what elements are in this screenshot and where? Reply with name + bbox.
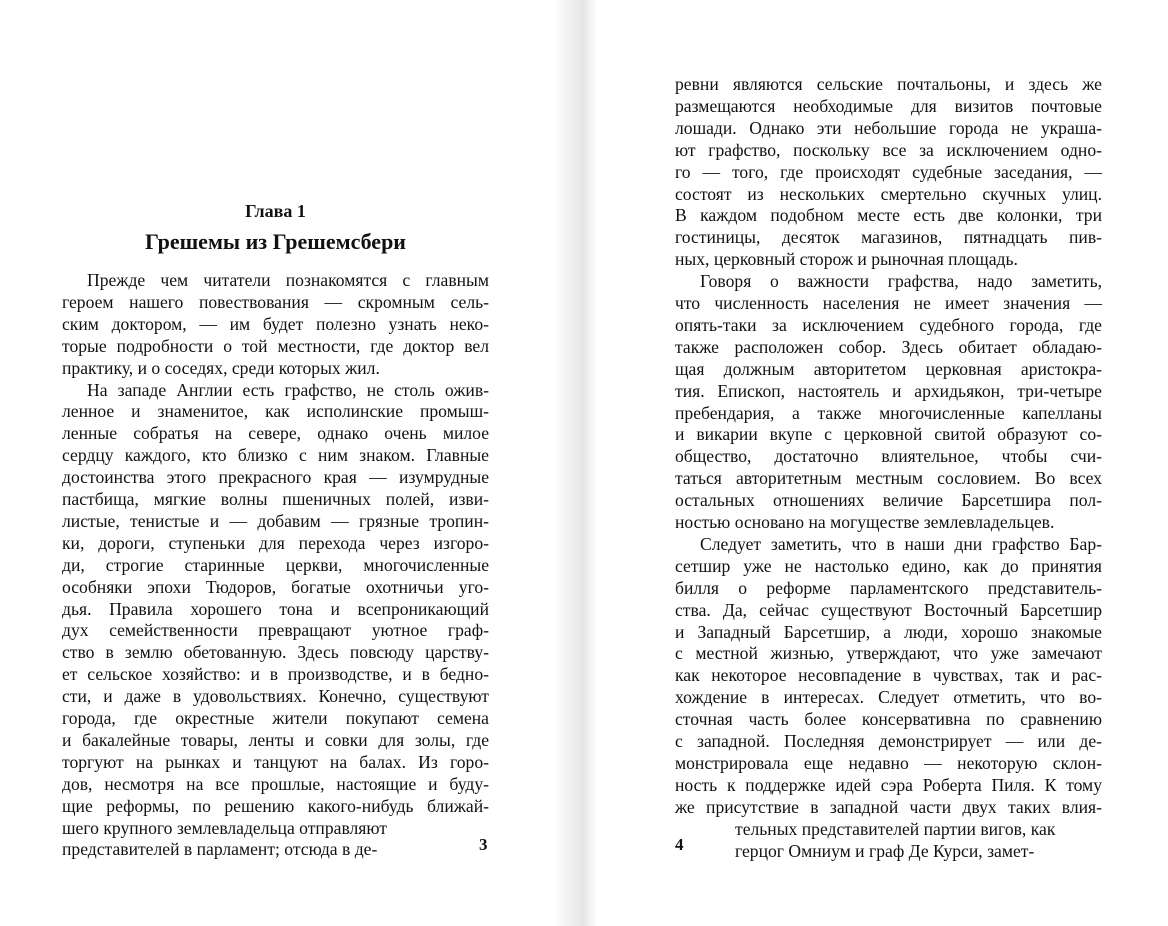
- gutter-shadow: [583, 0, 597, 926]
- text-line: торгуют на рынках и танцуют на балах. Из горо-: [62, 751, 489, 772]
- text-line: сердцу каждого, кто близко с ним знаком. Главные: [62, 445, 489, 466]
- text-line: ревни являются сельские почтальоны, и здесь же: [675, 74, 1102, 94]
- text-line: сти, и даже в удовольствиях. Конечно, существуют: [62, 686, 489, 707]
- text-line: как некоторое несовпадение в чувствах, так и рас-: [675, 665, 1102, 686]
- text-line: что численность населения не имеет значения —: [675, 293, 1102, 313]
- text-line: с местной жизнью, утверждают, что уже замечают: [675, 643, 1102, 664]
- text-line: тельных представителей партии вигов, как: [735, 818, 1056, 839]
- text-line: торые подробности о той местности, где доктор вел: [62, 335, 489, 356]
- text-line: с западной. Последняя демонстрирует — или де-: [675, 731, 1102, 751]
- text-line: монстрировала еще недавно — некоторую склон-: [675, 752, 1102, 773]
- text-line: сточная часть более консервативна по сравнению: [675, 709, 1102, 730]
- text-line: шего крупного землевладельца отправляют: [62, 817, 387, 838]
- text-line: тия. Епископ, настоятель и архидьякон, три-четыре: [675, 380, 1102, 401]
- text-line: лошади. Однако эти небольшие города не украша-: [675, 117, 1102, 138]
- text-line: щая должным авторитетом церковная аристокра-: [675, 358, 1102, 379]
- text-line: го — того, где происходят судебные заседания, —: [675, 161, 1102, 182]
- text-line: Прежде чем читатели познакомятся с главным: [87, 270, 489, 290]
- text-line: На западе Англии есть графство, не столь ожив-: [87, 379, 489, 400]
- text-line: таться авторитетным местным сословием. Во всех: [675, 468, 1102, 489]
- text-line: ных, церковный сторож и рыночная площадь.: [675, 249, 1018, 270]
- text-line: В каждом подобном месте есть две колонки, три: [675, 205, 1102, 226]
- text-line: представителей в парламент; отсюда в де-: [62, 839, 378, 860]
- text-line: героем нашего повествования — скромным сель-: [62, 291, 489, 312]
- chapter-title: Грешемы из Грешемсбери: [145, 229, 406, 254]
- text-line: ленные собратья на севере, однако очень милое: [62, 423, 489, 444]
- text-line: и бакалейные товары, ленты и совки для золы, где: [62, 729, 489, 750]
- text-line: пастбища, мягкие волны пшеничных полей, изви-: [62, 489, 489, 509]
- text-line: ностью основано на могуществе землевладельцев.: [675, 512, 1055, 532]
- text-line: ским доктором, — им будет полезно узнать неко-: [62, 313, 489, 334]
- text-line: города, где окрестные жители покупают семена: [62, 708, 489, 728]
- text-line: ет сельское хозяйство: и в производстве, и в бедно-: [62, 664, 489, 685]
- page-number-left: 3: [479, 835, 488, 854]
- gutter-shadow: [553, 0, 583, 926]
- text-line: ность к поддержке идей сэра Роберта Пиля. К тому: [675, 774, 1102, 795]
- text-line: билля о реформе парламентского представитель-: [675, 577, 1102, 598]
- text-line: и Западный Барсетшир, а люди, хорошо знакомые: [675, 621, 1102, 642]
- text-line: размещаются необходимые для визитов почтовые: [675, 95, 1102, 116]
- text-line: пребендария, а также многочисленные капелланы: [675, 402, 1102, 423]
- text-line: состоят из нескольких смертельно скучных улиц.: [675, 183, 1102, 204]
- text-line: также расположен собор. Здесь обитает обладаю-: [675, 336, 1102, 357]
- text-line: сетшир уже не настолько едино, как до принятия: [675, 555, 1102, 576]
- text-line: герцог Омниум и граф Де Курси, замет-: [735, 840, 1035, 861]
- text-line: ство в землю обетованную. Здесь повсюду царству-: [62, 642, 489, 663]
- text-line: ленное и знаменитое, как исполинские промыш-: [62, 401, 489, 422]
- text-line: дух семейственности превращают уютное граф-: [62, 620, 489, 641]
- text-line: практику, и о соседях, среди которых жил.: [62, 357, 380, 378]
- text-line: Следует заметить, что в наши дни графство Бар-: [700, 533, 1102, 554]
- text-line: листые, тенистые и — добавим — грязные тропин-: [62, 510, 489, 531]
- text-line: же присутствие в западной части двух таких влия-: [675, 796, 1102, 817]
- text-line: ют графство, поскольку все за исключением одно-: [675, 139, 1102, 160]
- text-line: достоинства этого прекрасного края — изумрудные: [62, 467, 489, 488]
- page-number-right: 4: [675, 835, 684, 854]
- text-line: дов, несмотря на все прошлые, настоящие и буду-: [62, 773, 489, 794]
- text-line: ки, дороги, ступеньки для перехода через изгоро-: [62, 532, 489, 553]
- text-line: опять-таки за исключением судебного города, где: [675, 314, 1102, 335]
- text-line: гостиницы, десяток магазинов, пятнадцать пив-: [675, 227, 1102, 248]
- text-line: особняки эпохи Тюдоров, богатые охотничьи уго-: [62, 576, 489, 597]
- text-line: ди, строгие старинные церкви, многочисленные: [62, 554, 489, 575]
- text-line: ства. Да, сейчас существуют Восточный Барсетшир: [675, 599, 1102, 620]
- chapter-number: Глава 1: [245, 201, 306, 221]
- text-line: щие реформы, по решению какого-нибудь ближай-: [62, 795, 489, 816]
- text-line: дья. Правила хорошего тона и всепроникающий: [62, 598, 489, 619]
- text-line: Говоря о важности графства, надо заметить,: [700, 271, 1102, 292]
- text-line: остальных отношениях величие Барсетшира пол-: [675, 490, 1102, 511]
- text-line: хождение в интересах. Следует отметить, что во-: [675, 687, 1102, 708]
- text-line: общество, достаточно влиятельное, чтобы счи-: [675, 446, 1102, 467]
- text-line: и викарии вкупе с церковной свитой образуют со-: [675, 424, 1102, 445]
